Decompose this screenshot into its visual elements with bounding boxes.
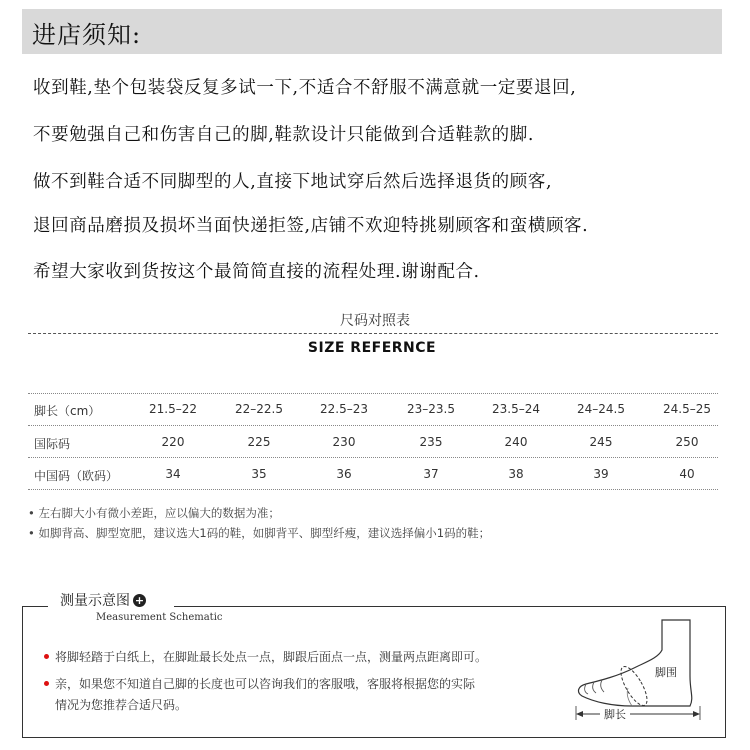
measurement-step-2-line-1: 亲，如果您不知道自己脚的长度也可以咨询我们的客服哦，客服将根据您的实际	[55, 677, 476, 691]
table-cell: 230	[332, 435, 356, 449]
table-divider	[28, 425, 718, 426]
table-cell: 220	[161, 435, 185, 449]
table-cell: 21.5–22	[149, 402, 197, 416]
table-cell: 23.5–24	[492, 402, 540, 416]
table-divider	[28, 457, 718, 458]
size-table-title-cn: 尺码对照表	[340, 313, 410, 329]
table-cell: 250	[675, 435, 699, 449]
plus-icon: +	[134, 594, 145, 607]
table-cell: 39	[593, 467, 609, 481]
foot-outline-icon	[579, 620, 692, 706]
table-cell: 22–22.5	[235, 402, 283, 416]
table-cell: 37	[423, 467, 439, 481]
table-divider	[28, 393, 718, 394]
row-label-intl-size: 国际码	[34, 437, 71, 451]
notice-line-3: 做不到鞋合适不同脚型的人,直接下地试穿后然后选择退货的顾客,	[33, 172, 553, 192]
notice-line-1: 收到鞋,垫个包装袋反复多试一下,不适合不舒服不满意就一定要退回,	[33, 78, 577, 98]
size-note-1: • 左右脚大小有微小差距，应以偏大的数据为准；	[28, 506, 280, 520]
table-cell: 245	[589, 435, 613, 449]
measurement-subtitle: Measurement Schematic	[96, 612, 223, 623]
notice-line-4: 退回商品磨损及损坏当面快递拒签,店铺不欢迎特挑剔顾客和蛮横顾客.	[33, 216, 589, 236]
measurement-title	[60, 590, 146, 610]
notice-line-5: 希望大家收到货按这个最简简直接的流程处理.谢谢配合.	[33, 262, 480, 282]
table-cell: 38	[508, 467, 524, 481]
measurement-step-2-line-2: 情况为您推荐合适尺码。	[55, 698, 188, 712]
table-cell: 225	[247, 435, 271, 449]
size-table-title-en: SIZE REFERNCE	[307, 340, 437, 356]
title-divider	[28, 333, 718, 334]
foot-diagram	[572, 614, 712, 726]
table-cell: 235	[419, 435, 443, 449]
table-cell: 240	[504, 435, 528, 449]
size-note-2: • 如脚背高、脚型宽肥，建议选大1码的鞋，如脚背平、脚型纤瘦，建议选择偏小1码的鞋；	[28, 526, 491, 540]
table-cell: 22.5–23	[320, 402, 368, 416]
table-cell: 24–24.5	[577, 402, 625, 416]
bullet-icon	[44, 681, 49, 686]
table-cell: 34	[165, 467, 181, 481]
bullet-icon	[44, 654, 49, 659]
notice-line-2: 不要勉强自己和伤害自己的脚,鞋款设计只能做到合适鞋款的脚.	[33, 125, 535, 145]
table-divider	[28, 489, 718, 490]
header-banner	[22, 9, 722, 54]
row-label-foot-length: 脚长（cm）	[34, 404, 101, 418]
row-label-cn-size: 中国码（欧码）	[34, 469, 119, 483]
table-cell: 36	[336, 467, 352, 481]
length-label: 脚长	[604, 708, 626, 721]
table-cell: 24.5–25	[663, 402, 711, 416]
girth-label: 脚围	[655, 666, 677, 679]
table-cell: 23–23.5	[407, 402, 455, 416]
length-arrow-icon	[576, 706, 700, 720]
table-cell: 40	[679, 467, 695, 481]
measurement-step-1: 将脚轻踏于白纸上，在脚趾最长处点一点，脚跟后面点一点，测量两点距离即可。	[55, 650, 488, 664]
measurement-title-text: 测量示意图	[60, 593, 130, 609]
table-cell: 35	[251, 467, 267, 481]
header-title: 进店须知:	[32, 21, 142, 49]
